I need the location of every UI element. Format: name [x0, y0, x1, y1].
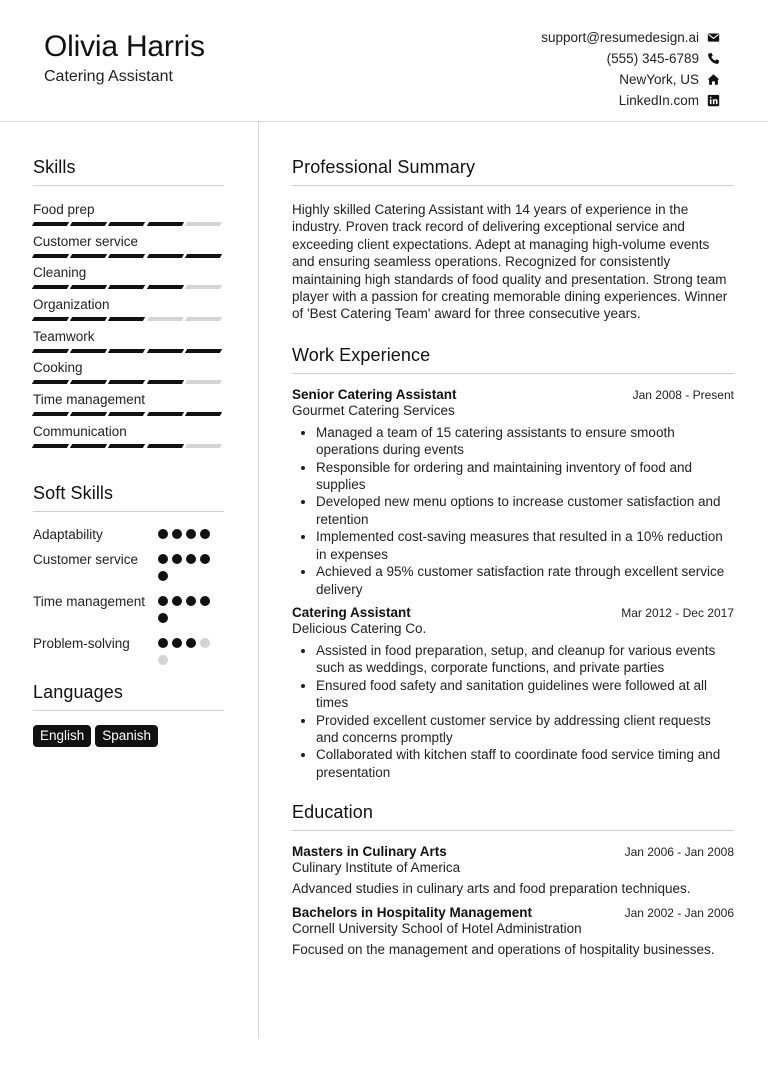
- soft-skill-rating: [158, 551, 218, 588]
- skill-label: Food prep: [33, 202, 95, 217]
- job-bullet: • Managed a team of 15 catering assistants to ensure smooth operations during events: [316, 424, 734, 459]
- skill-level-bar: [33, 285, 224, 289]
- languages-list: [33, 725, 224, 747]
- contact-phone-text: (555) 345-6789: [606, 51, 699, 66]
- job-bullet: • Responsible for ordering and maintaining inventory of food and supplies: [316, 459, 734, 494]
- skill-label: Customer service: [33, 233, 139, 249]
- contact-list: [541, 27, 721, 111]
- education-entry: [292, 905, 734, 957]
- soft-skill-item: [33, 551, 224, 588]
- skill-level-segment: [146, 285, 183, 289]
- soft-skill-label: Adaptability: [33, 526, 103, 542]
- contact-email[interactable]: [541, 27, 721, 48]
- skill-level-segment: [146, 317, 183, 321]
- job-bullets: [292, 642, 734, 781]
- skill-level-segment: [185, 285, 222, 289]
- resume-header: [0, 0, 768, 122]
- soft-skill-label: Time management: [33, 593, 146, 609]
- phone-icon: [705, 51, 721, 67]
- sidebar: [33, 122, 224, 747]
- school-name: Cornell University School of Hotel Administration: [292, 921, 582, 937]
- job-title: Senior Catering Assistant: [292, 386, 457, 402]
- summary-heading: Professional Summary: [292, 157, 734, 186]
- skill-level-segment: [70, 412, 107, 416]
- skills-heading: Skills: [33, 157, 224, 186]
- rating-dot: [200, 554, 210, 564]
- skill-label: Teamwork: [33, 328, 95, 344]
- skill-level-bar: [33, 222, 224, 226]
- education-heading: Education: [292, 802, 734, 831]
- experience-list: [292, 387, 734, 781]
- education-entry: [292, 844, 734, 896]
- column-divider: [258, 122, 259, 1038]
- company-name: Delicious Catering Co.: [292, 620, 427, 636]
- education-dates: Jan 2006 - Jan 2008: [624, 845, 734, 860]
- degree-title: Masters in Culinary Arts: [292, 844, 447, 860]
- skill-label: Time management: [33, 392, 146, 408]
- skill-item: [33, 423, 224, 455]
- experience-heading: Work Experience: [292, 345, 734, 374]
- education-header: [292, 844, 734, 859]
- languages-heading: Languages: [33, 682, 224, 711]
- education-dates: Jan 2002 - Jan 2006: [624, 906, 734, 921]
- envelope-icon: [705, 30, 721, 46]
- contact-location-text: NewYork, US: [619, 72, 699, 87]
- skill-level-segment: [32, 412, 69, 416]
- skill-level-segment: [185, 317, 222, 321]
- skill-item: [33, 391, 224, 423]
- rating-dot: [158, 596, 168, 606]
- rating-dot: [200, 638, 210, 648]
- skill-level-segment: [70, 285, 107, 289]
- skill-label: Communication: [33, 423, 127, 439]
- degree-title: Bachelors in Hospitality Management: [292, 905, 533, 921]
- soft-skill-label: Customer service: [33, 551, 139, 567]
- rating-dot: [186, 554, 196, 564]
- soft-skills-list: [33, 526, 224, 672]
- skill-level-bar: [33, 444, 224, 448]
- soft-skills-heading: Soft Skills: [33, 483, 224, 512]
- job-bullet: • Assisted in food preparation, setup, and cleanup for various events such as weddings, corporate functions, and private parties: [316, 642, 734, 677]
- job-header: [292, 387, 734, 402]
- skill-level-segment: [32, 444, 69, 448]
- job-title: Catering Assistant: [292, 604, 411, 620]
- main-content: [292, 122, 734, 957]
- skill-level-segment: [70, 254, 107, 258]
- skill-level-segment: [70, 380, 107, 384]
- skill-level-bar: [33, 349, 224, 353]
- skill-level-segment: [32, 254, 69, 258]
- rating-dot: [172, 554, 182, 564]
- skill-item: [33, 201, 224, 233]
- skill-level-bar: [33, 412, 224, 416]
- skill-level-segment: [185, 380, 222, 384]
- skill-level-bar: [33, 254, 224, 258]
- home-icon: [705, 72, 721, 88]
- school-name: Culinary Institute of America: [292, 860, 461, 876]
- candidate-title: Catering Assistant: [44, 68, 173, 85]
- contact-location: [541, 69, 721, 90]
- soft-skill-rating: [158, 593, 218, 630]
- skill-level-segment: [108, 285, 145, 289]
- contact-email-text: support@resumedesign.ai: [541, 30, 699, 45]
- skill-level-segment: [32, 349, 69, 353]
- skills-list: [33, 201, 224, 455]
- skill-level-segment: [108, 444, 145, 448]
- rating-dot: [158, 554, 168, 564]
- language-badge: Spanish: [95, 725, 158, 747]
- soft-skill-rating: [158, 635, 218, 672]
- soft-skill-item: [33, 635, 224, 672]
- job-bullet: • Implemented cost-saving measures that resulted in a 10% reduction in expenses: [316, 528, 734, 563]
- skill-level-bar: [33, 317, 224, 321]
- skill-level-bar: [33, 380, 224, 384]
- skill-label: Cleaning: [33, 265, 87, 281]
- skill-item: [33, 264, 224, 296]
- skill-level-segment: [185, 412, 222, 416]
- skill-level-segment: [146, 349, 183, 353]
- skill-level-segment: [108, 222, 145, 226]
- job-bullet: • Ensured food safety and sanitation guidelines were followed at all times: [316, 677, 734, 712]
- job-bullet: • Achieved a 95% customer satisfaction rate through excellent service delivery: [316, 563, 734, 598]
- skill-level-segment: [108, 380, 145, 384]
- skill-level-segment: [108, 317, 145, 321]
- candidate-name: Olivia Harris: [44, 30, 205, 63]
- skill-level-segment: [70, 222, 107, 226]
- skill-level-segment: [108, 412, 145, 416]
- education-description: Advanced studies in culinary arts and food preparation techniques.: [292, 881, 691, 897]
- rating-dot: [158, 571, 168, 581]
- skill-level-segment: [32, 285, 69, 289]
- soft-skill-item: [33, 526, 224, 546]
- rating-dot: [158, 638, 168, 648]
- rating-dot: [186, 638, 196, 648]
- contact-linkedin-text: LinkedIn.com: [618, 93, 699, 108]
- rating-dot: [200, 529, 210, 539]
- education-header: [292, 905, 734, 920]
- job-entry: [292, 387, 734, 598]
- skill-label: Cooking: [33, 360, 83, 376]
- rating-dot: [186, 596, 196, 606]
- skill-level-segment: [146, 412, 183, 416]
- skill-level-segment: [185, 254, 222, 258]
- skill-level-segment: [32, 222, 69, 226]
- job-bullet: • Provided excellent customer service by addressing client requests and concerns promptly: [316, 712, 734, 747]
- rating-dot: [158, 613, 168, 623]
- job-header: [292, 605, 734, 620]
- job-entry: [292, 605, 734, 781]
- job-bullet: • Developed new menu options to increase customer satisfaction and retention: [316, 493, 734, 528]
- contact-phone[interactable]: [541, 48, 721, 69]
- soft-skill-rating: [158, 526, 218, 546]
- education-list: [292, 844, 734, 957]
- skill-level-segment: [32, 380, 69, 384]
- job-bullets: [292, 424, 734, 598]
- soft-skill-label: Problem-solving: [33, 635, 130, 651]
- skill-level-segment: [185, 444, 222, 448]
- rating-dot: [186, 529, 196, 539]
- rating-dot: [172, 638, 182, 648]
- skill-level-segment: [146, 444, 183, 448]
- skill-item: [33, 296, 224, 328]
- skill-level-segment: [70, 444, 107, 448]
- skill-level-segment: [185, 349, 222, 353]
- skill-label: Organization: [33, 297, 110, 313]
- job-dates: Mar 2012 - Dec 2017: [621, 605, 734, 620]
- skill-level-segment: [70, 349, 107, 353]
- skill-level-segment: [185, 222, 222, 226]
- contact-linkedin[interactable]: [541, 90, 721, 111]
- skill-level-segment: [108, 349, 145, 353]
- skill-item: [33, 328, 224, 360]
- rating-dot: [200, 596, 210, 606]
- job-bullet: • Collaborated with kitchen staff to coordinate food service timing and presentation: [316, 746, 734, 781]
- skill-level-segment: [146, 222, 183, 226]
- skill-item: [33, 233, 224, 265]
- linkedin-icon: [705, 93, 721, 109]
- rating-dot: [158, 655, 168, 665]
- summary-text: Highly skilled Catering Assistant with 14 years of experience in the industry. Proven track record of delivering exceptional service and exceeding client expectations. Adept at managing high-volume events and ensuring seamless operations. Recognized for consistently maintaining high standards of food quality and presentation. Strong team player with a passion for creating memorable dining experiences. Winner of 'Best Catering Team' award for three consecutive years.: [292, 202, 728, 322]
- rating-dot: [172, 596, 182, 606]
- soft-skill-item: [33, 593, 224, 630]
- language-badge: English: [33, 725, 91, 747]
- job-dates: Jan 2008 - Present: [632, 387, 734, 402]
- skill-level-segment: [146, 380, 183, 384]
- skill-level-segment: [146, 254, 183, 258]
- skill-level-segment: [108, 254, 145, 258]
- skill-item: [33, 359, 224, 391]
- company-name: Gourmet Catering Services: [292, 402, 455, 418]
- skill-level-segment: [32, 317, 69, 321]
- rating-dot: [172, 529, 182, 539]
- education-description: Focused on the management and operations of hospitality businesses.: [292, 942, 715, 958]
- rating-dot: [158, 529, 168, 539]
- skill-level-segment: [70, 317, 107, 321]
